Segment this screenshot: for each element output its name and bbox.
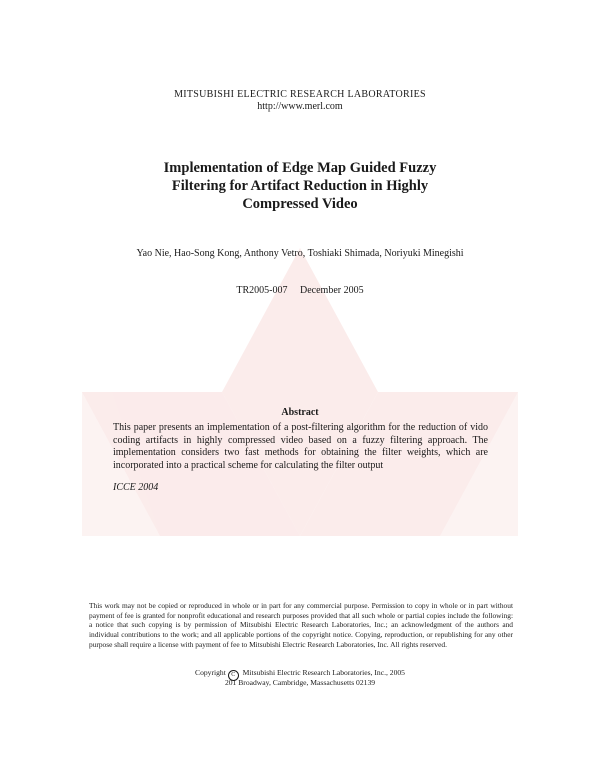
lab-url[interactable]: http://www.merl.com [257,101,343,112]
lab-name: MITSUBISHI ELECTRIC RESEARCH LABORATORIES [174,89,426,100]
publication-venue: ICCE 2004 [113,482,159,493]
paper-title [0,159,600,213]
lab-address: 201 Broadway, Cambridge, Massachusetts 02139 [224,678,376,687]
abstract-body: This paper presents an implementation of a post-filtering algorithm for the reduction of vido coding artifacts in highly compressed video based on a fuzzy filtering approach. The implementation considers two fast methods for obtaining the filter weights, which are incorporated into a practical scheme for calculating the filter output [113,422,488,471]
title-line: Compressed Video [242,196,358,212]
title-line: Implementation of Edge Map Guided Fuzzy [163,160,437,176]
copyright-text: Mitsubishi Electric Research Laboratories, Inc., 2005 [240,668,405,677]
copyright-icon: C [228,670,239,681]
title-line: Filtering for Artifact Reduction in Highly [171,178,429,194]
abstract-heading: Abstract [281,407,319,418]
copyright-line: Copyright C Mitsubishi Electric Research Laboratories, Inc., 2005 [0,668,600,681]
report-date: December 2005 [300,285,364,296]
copyright-notice: This work may not be copied or reproduced in whole or in part for any commercial purpose. Permission to copy in whole or in part without payment of fee is granted for nonprofit educational and research purposes provided that all such whole or partial copies include the following: a notice that such copying is by permission of Mitsubishi Electric Research Laboratories, Inc.; an acknowledgment of the authors and individual contributions to the work; and all applicable portions of the copyright notice. Copying, reproduction, or republishing for any other purpose shall require a license with payment of fee to Mitsubishi Electric Research Laboratories, Inc. All rights reserved. [89,601,513,649]
report-info [0,285,600,297]
report-number: TR2005-007 [236,285,288,296]
author-list: Yao Nie, Hao-Song Kong, Anthony Vetro, Toshiaki Shimada, Noriyuki Minegishi [136,248,464,259]
